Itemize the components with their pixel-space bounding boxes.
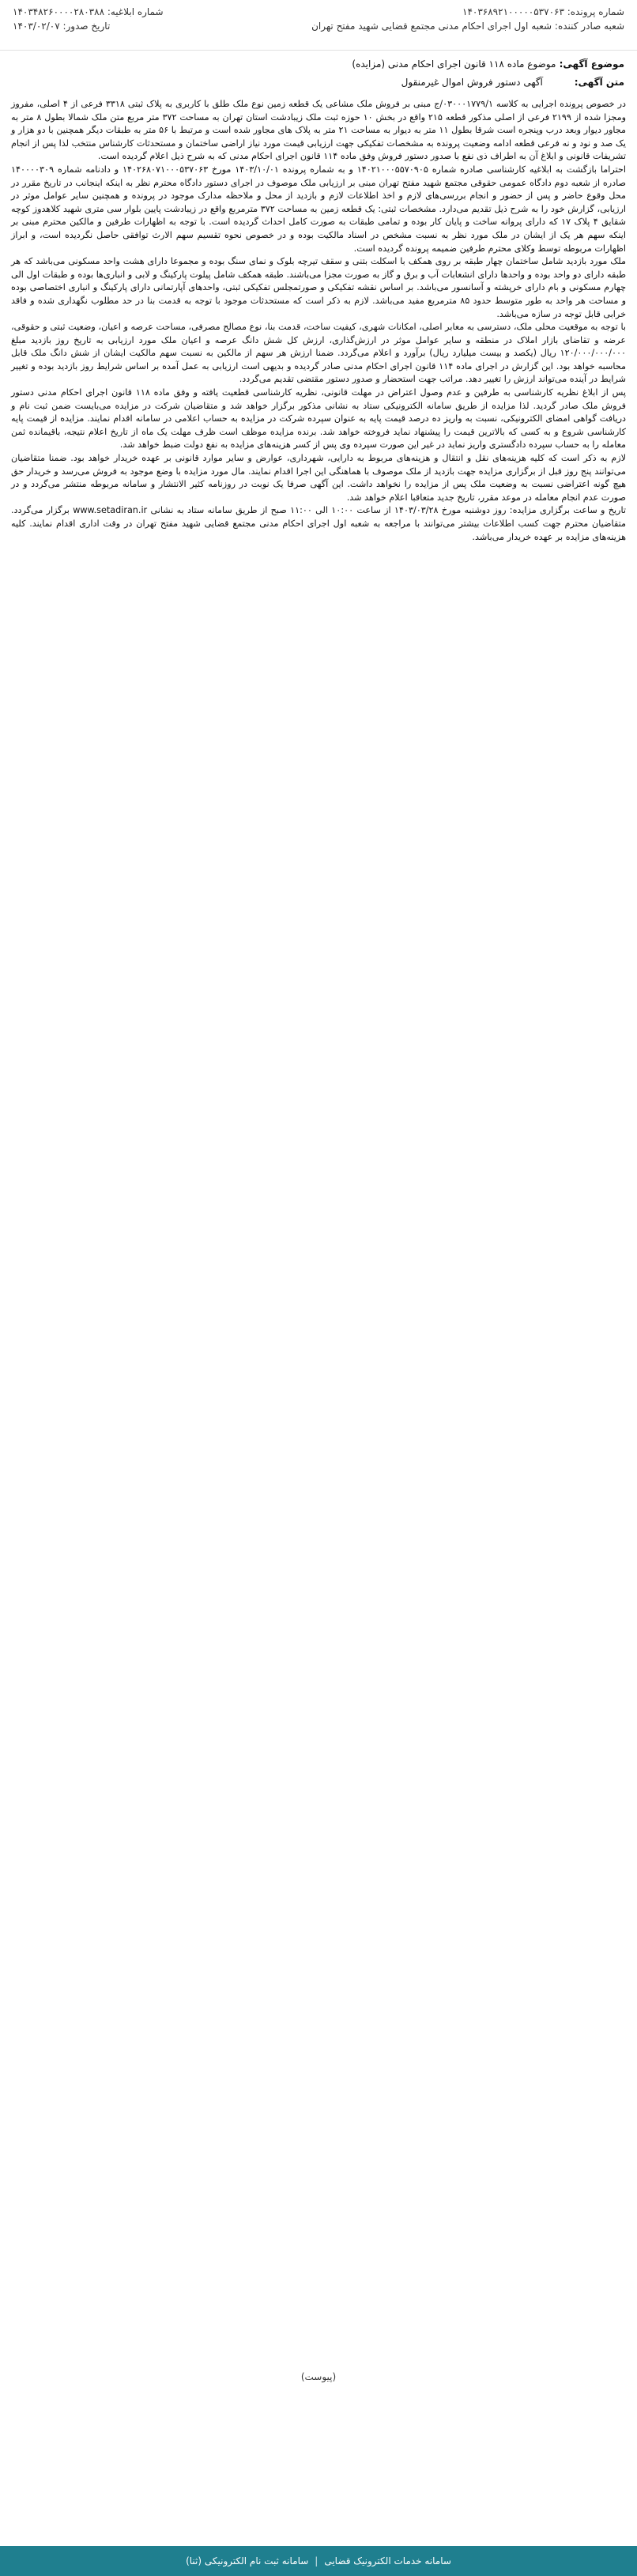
- notice-title: آگهی دستور فروش اموال غیرمنقول: [401, 77, 543, 88]
- body-paragraph: احتراما بازگشت به ابلاغیه کارشناسی صادره شماره ۱۴۰۲۱۰۰۰۵۵۷۰۹۰۵ و به شماره پرونده ۱۴۰۳/۱۰/۰۱ مورخ ۱۴۰۲۶۸۰۷۱۰۰۰۵۳۷۰۶۳ و دادنامه شماره ۱۴۰۰۰۰۳۰۹ صادره از شعبه دوم دادگاه عمومی حقوقی مجتمع شهید مفتح تهران مبنی بر ارزیابی ملک موصوف در اجرای دستور دادگاه محترم نظر به اینکه اینجانب در تاریخ مقرر در محل وقوع حاضر و پس از حضور و انجام بررسی‌های لازم و اخذ اطلاعات لازم و بازدید از محل و ملاحظه مدارک موجود در پرونده و همچنین سایر عوامل موثر در ارزیابی، گزارش خود را به شرح ذیل تقدیم می‌دارد. مشخصات ثبتی: یک قطعه زمین به مساحت ۳۷۲ مترمربع واقع در زیبادشت پایین بلوار سی متری شهید کلاهدوز کوچه شقایق ۴ پلاک ۱۷ که دارای پروانه ساخت و پایان کار بوده و تمامی طبقات به صورت کامل احداث گردیده است. با توجه به اظهارات طرفین و مالکین محترم مبنی بر اینکه سهم هر یک از ایشان در ملک مورد نظر به نسبت مشخص در اسناد مالکیت بوده و در خصوص نحوه تقسیم سهم الارث توافقی حاصل نگردیده است، و ابراز اظهارات مربوطه توسط وکلای محترم طرفین ضمیمه پرونده گردیده است.: [11, 164, 626, 254]
- issuing-branch: شعبه صادر کننده: شعبه اول اجرای احکام مدنی مجتمع قضایی شهید مفتح تهران: [311, 21, 624, 32]
- notice-title-row: [0, 73, 637, 95]
- subject-label: موضوع آگهی:: [559, 58, 624, 70]
- body-paragraph: با توجه به موقعیت محلی ملک، دسترسی به معابر اصلی، امکانات شهری، کیفیت ساخت، قدمت بنا، نوع مصالح مصرفی، مساحت عرصه و اعیان، وضعیت ثبتی و حقوقی، عرضه و تقاضای بازار املاک در منطقه و سایر عوامل موثر در ارزش‌گذاری، ارزش کل شش دانگ عرصه و اعیان ملک مورد ارزیابی به تاریخ روز بازدید مبلغ ۱۲۰/۰۰۰/۰۰۰/۰۰۰ ریال (یکصد و بیست میلیارد ریال) برآورد و اعلام می‌گردد. ضمنا ارزش هر سهم از مالکین به نسبت سهم مالکیت ایشان از شش دانگ ملک قابل محاسبه خواهد بود. این گزارش در اجرای ماده ۱۱۴ قانون اجرای احکام مدنی صادر گردیده و بدیهی است ارزیابی به عمل آمده بر اساس شرایط روز بازدید بوده و تغییر شرایط در آینده می‌تواند ارزش را تغییر دهد. مراتب جهت استحضار و صدور دستور مقتضی تقدیم می‌گردد.: [11, 322, 626, 385]
- body-paragraph: ملک مورد بازدید شامل ساختمان چهار طبقه بر روی همکف با اسکلت بتنی و سقف تیرچه بلوک و نمای سنگ بوده و مجموعا دارای هشت واحد مسکونی می‌باشد که هر طبقه دارای دو واحد بوده و واحدها دارای انشعابات آب و برق و گاز به صورت مجزا می‌باشند. طبقه همکف شامل پیلوت پارکینگ و لابی و انباری‌ها بوده و طبقات اول الی چهارم مسکونی و بام دارای خرپشته و آسانسور می‌باشد. بر اساس نقشه تفکیکی و صورتمجلس تفکیکی ثبتی، واحدهای آپارتمانی دارای پارکینگ و انباری اختصاصی بوده و مساحت هر واحد به طور متوسط حدود ۸۵ مترمربع مفید می‌باشد. لازم به ذکر است که مستحدثات موجود با توجه به قدمت بنا در حد مطلوب نگهداری شده و فاقد خرابی قابل توجه در سازه می‌باشد.: [11, 256, 626, 319]
- issue-date: تاریخ صدور: ۱۴۰۳/۰۲/۰۷: [13, 21, 111, 32]
- footer-bar: [0, 2546, 637, 2576]
- notice-number: شماره ابلاغیه: ۱۴۰۳۴۸۲۶۰۰۰۰۲۸۰۳۸۸: [13, 6, 164, 17]
- notice-header: [0, 0, 637, 51]
- body-paragraph: پس از ابلاغ نظریه کارشناسی به طرفین و عدم وصول اعتراض در مهلت قانونی، نظریه کارشناسی قطعیت یافته و وفق ماده ۱۱۸ قانون اجرای احکام مدنی دستور فروش ملک صادر گردید. لذا مزایده از طریق سامانه الکترونیکی ستاد به نشانی مذکور برگزار خواهد شد و متقاضیان شرکت در مزایده می‌بایست ضمن ثبت نام و دریافت گواهی امضای الکترونیکی، نسبت به واریز ده درصد قیمت پایه به عنوان سپرده شرکت در مزایده به حساب اعلامی در سامانه اقدام نمایند. مزایده از قیمت پایه کارشناسی شروع و به کسی که بالاترین قیمت را پیشنهاد نماید فروخته خواهد شد. برنده مزایده موظف است ظرف مهلت یک ماه از تاریخ اعلام نتیجه، باقیمانده ثمن معامله را به حساب سپرده دادگستری واریز نماید در غیر این صورت سپرده وی پس از کسر هزینه‌های مزایده به نفع دولت ضبط خواهد شد.: [11, 387, 626, 451]
- case-number: شماره پرونده: ۱۴۰۳۶۸۹۲۱۰۰۰۰۰۵۳۷۰۶۳: [462, 6, 624, 17]
- footer-auth-link[interactable]: سامانه ثبت نام الکترونیکی (ثنا): [186, 2555, 309, 2567]
- notice-text-label: متن آگهی:: [574, 77, 624, 88]
- attachment-label: (پیوست): [300, 2371, 337, 2382]
- header-row-2: [13, 19, 624, 33]
- notice-subject: [0, 51, 637, 73]
- body-paragraph: تاریخ و ساعت برگزاری مزایده: روز دوشنبه مورخ ۱۴۰۳/۰۳/۲۸ از ساعت ۱۰:۰۰ الی ۱۱:۰۰ صبح از طریق سامانه ستاد به نشانی www.setadiran.ir برگزار می‌گردد. متقاضیان محترم جهت کسب اطلاعات بیشتر می‌توانند با مراجعه به شعبه اول اجرای احکام مدنی مجتمع قضایی شهید مفتح تهران در وقت اداری اقدام نمایند. کلیه هزینه‌های مزایده بر عهده خریدار می‌باشد.: [11, 505, 626, 542]
- body-paragraph: در خصوص پرونده اجرایی به کلاسه ۰۳۰۰۰۱۷۷۹/۱/ج مبنی بر فروش ملک مشاعی یک قطعه زمین نوع ملک طلق با کاربری به پلاک ثبتی ۳۳۱۸ فرعی از ۴ اصلی، مفروز ومجزا شده از ۲۱۹۹ فرعی از اصلی مذکور قطعه ۲۱۵ واقع در بخش ۱۰ حوزه ثبت ملک زیبادشت استان تهران به مساحت ۳۷۲ متر مربع متن ملک شمالا بطول ۸ متر به مجاور دیوار وبعد درب وپنجره است شرقا بطول ۱۱ متر به دیوار به مساحت ۲۱ متر به پلاک های مجاور شده است و مرتبط با ۵۶ متر به طبقات دیگر همچنین با دو هزار و یک صد و نود و نه فرعی قطعه ادامه وضعیت پرونده به مشخصات تفکیکی جهت ارزیابی قیمت مورد نیاز اراضی ساختمان و مستحدثات کارشناس منتخب لذا پس از انجام تشریفات قانونی و ابلاغ آن به اطراف ذی نفع با صدور دستور فروش وفق ماده ۱۱۴ قانون اجرای احکام مدنی که به شرح ذیل اعلام گردیده است.: [11, 99, 627, 162]
- subject-value: موضوع ماده ۱۱۸ قانون اجرای احکام مدنی (مزایده): [352, 58, 556, 70]
- footer-site-link[interactable]: سامانه خدمات الکترونیک قضایی: [324, 2555, 451, 2567]
- notice-body: [0, 95, 637, 544]
- header-row-1: [13, 5, 624, 19]
- body-paragraph: لازم به ذکر است که کلیه هزینه‌های نقل و انتقال و هزینه‌های مربوط به دارایی، شهرداری، عوارض و سایر موارد قانونی بر عهده خریدار خواهد بود. ضمنا متقاضیان می‌توانند پنج روز قبل از برگزاری مزایده جهت بازدید از ملک موصوف با هماهنگی این اجرا اقدام نمایند. مال مورد مزایده با وضع موجود به فروش می‌رسد و خریدار حق هیچ گونه اعتراضی نسبت به وضعیت ملک پس از مزایده را نخواهد داشت. این آگهی صرفا یک نوبت در روزنامه کثیر الانتشار و سامانه مربوطه منتشر می‌گردد و در صورت عدم انجام معامله در موعد مقرر، تاریخ جدید متعاقبا اعلام خواهد شد.: [11, 453, 626, 503]
- footer-separator: |: [315, 2555, 318, 2567]
